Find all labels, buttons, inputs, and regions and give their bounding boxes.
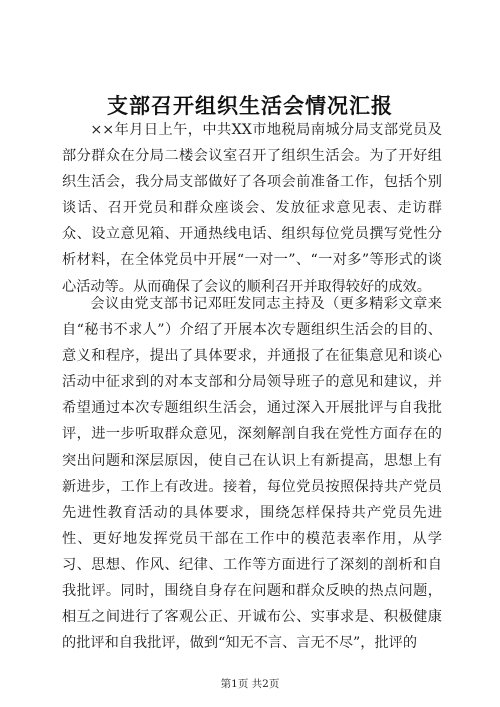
document-title: 支部召开组织生活会情况汇报: [107, 93, 393, 118]
page-number-footer: 第1页 共2页: [220, 678, 280, 690]
paragraph-1: ××年月日上午，中共XX市地税局南城分局支部党员及部分群众在分局二楼会议室召开了组织生活会。为了开好组织生活会，我分局支部做好了各项会前准备工作，包括个别谈话、召开党员和群众座谈会、发放征求意见表、走访群众、设立意见箱、开通热线电话、组织每位党员撰写党性分析材料，在全体党员中开展“一对一”、“一对多”等形式的谈心活动等。从而确保了会议的顺利召开并取得较好的成效。: [62, 122, 442, 295]
paragraph-2: 会议由党支部书记邓旺发同志主持及（更多精彩文章来自“秘书不求人”）介绍了开展本次专题组织生活会的目的、意义和程序，提出了具体要求，并通报了在征集意见和谈心活动中征求到的对本支部和分局领导班子的意见和建议，并希望通过本次专题组织生活会，通过深入开展批评与自我批评，进一步听取群众意见，深刻解剖自我在党性方面存在的突出问题和深层原因，使自己在认识上有新提高，思想上有新进步，工作上有改进。接着，每位党员按照保持共产党员先进性教育活动的具体要求，围绕怎样保持共产党员先进性、更好地发挥党员干部在工作中的模范表率作用，从学习、思想、作风、纪律、工作等方面进行了深刻的剖析和自我批评。同时，围绕自身存在问题和群众反映的热点问题，相互之间进行了客观公正、开诚布公、实事求是、积极健康的批评和自我批评，做到“知无不言、言无不尽”，批评的: [62, 296, 442, 652]
